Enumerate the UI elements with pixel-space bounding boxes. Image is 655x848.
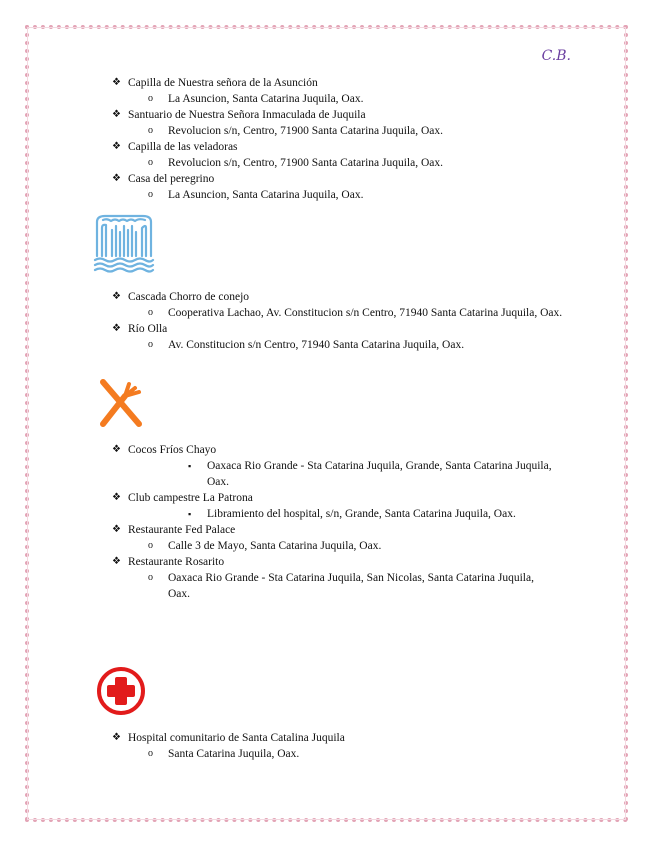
list-item xyxy=(112,554,562,570)
place-address: La Asuncion, Santa Catarina Juquila, Oax. xyxy=(168,189,364,201)
place-address: Libramiento del hospital, s/n, Grande, Santa Catarina Juquila, Oax. xyxy=(207,508,516,520)
diamond-bullet-icon: ❖ xyxy=(112,492,121,503)
list-item xyxy=(112,522,562,538)
sub-item xyxy=(112,506,562,522)
sub-item xyxy=(112,458,562,490)
diamond-bullet-icon: ❖ xyxy=(112,291,121,302)
list-item xyxy=(112,171,443,187)
place-address: Santa Catarina Juquila, Oax. xyxy=(168,748,300,760)
place-name: Capilla de las veladoras xyxy=(128,141,238,153)
nature-list xyxy=(112,289,562,353)
place-name: Capilla de Nuestra señora de la Asunción xyxy=(128,77,318,89)
diamond-bullet-icon: ❖ xyxy=(112,323,121,334)
place-address: Cooperativa Lachao, Av. Constitucion s/n Centro, 71940 Santa Catarina Juquila, Oax. xyxy=(168,307,563,319)
diamond-bullet-icon: ❖ xyxy=(112,109,121,120)
place-name: Santuario de Nuestra Señora Inmaculada de Juquila xyxy=(128,109,366,121)
list-item xyxy=(112,321,562,337)
sub-item xyxy=(112,570,562,602)
place-name: Restaurante Fed Palace xyxy=(128,524,236,536)
place-name: Hospital comunitario de Santa Catalina Juquila xyxy=(128,732,345,744)
square-bullet-icon: ▪ xyxy=(188,461,192,471)
list-item xyxy=(112,490,562,506)
place-address: La Asuncion, Santa Catarina Juquila, Oax. xyxy=(168,93,364,105)
place-address: Revolucion s/n, Centro, 71900 Santa Catarina Juquila, Oax. xyxy=(168,157,443,169)
sub-item xyxy=(112,305,562,321)
waterfall-icon xyxy=(93,212,155,274)
diamond-bullet-icon: ❖ xyxy=(112,556,121,567)
sub-item xyxy=(112,155,443,171)
diamond-bullet-icon: ❖ xyxy=(112,444,121,455)
sub-item xyxy=(112,91,443,107)
diamond-bullet-icon: ❖ xyxy=(112,77,121,88)
list-item xyxy=(112,139,443,155)
diamond-bullet-icon: ❖ xyxy=(112,141,121,152)
sub-item xyxy=(112,746,345,762)
square-bullet-icon: ▪ xyxy=(188,509,192,519)
list-item xyxy=(112,730,345,746)
circle-bullet-icon: o xyxy=(148,572,153,583)
list-item xyxy=(112,442,562,458)
health-list xyxy=(112,730,345,762)
place-name: Cocos Fríos Chayo xyxy=(128,444,217,456)
circle-bullet-icon: o xyxy=(148,93,153,104)
churches-list xyxy=(112,75,443,203)
circle-bullet-icon: o xyxy=(148,157,153,168)
sub-item xyxy=(112,538,562,554)
diamond-bullet-icon: ❖ xyxy=(112,173,121,184)
red-cross-icon xyxy=(96,666,146,716)
place-name: Restaurante Rosarito xyxy=(128,556,225,568)
restaurants-list xyxy=(112,442,562,602)
sub-item xyxy=(112,337,562,353)
place-address: Oaxaca Rio Grande - Sta Catarina Juquila, San Nicolas, Santa Catarina Juquila, Oax. xyxy=(168,572,534,600)
diamond-bullet-icon: ❖ xyxy=(112,524,121,535)
sub-item xyxy=(112,123,443,139)
circle-bullet-icon: o xyxy=(148,125,153,136)
diamond-bullet-icon: ❖ xyxy=(112,732,121,743)
circle-bullet-icon: o xyxy=(148,339,153,350)
author-initials: C.B. xyxy=(541,48,571,64)
place-name: Río Olla xyxy=(128,323,168,335)
place-name: Casa del peregrino xyxy=(128,173,215,185)
list-item xyxy=(112,107,443,123)
circle-bullet-icon: o xyxy=(148,189,153,200)
place-name: Club campestre La Patrona xyxy=(128,492,253,504)
circle-bullet-icon: o xyxy=(148,540,153,551)
place-address: Revolucion s/n, Centro, 71900 Santa Catarina Juquila, Oax. xyxy=(168,125,443,137)
list-item xyxy=(112,75,443,91)
place-name: Cascada Chorro de conejo xyxy=(128,291,250,303)
place-address: Oaxaca Rio Grande - Sta Catarina Juquila, Grande, Santa Catarina Juquila, Oax. xyxy=(207,460,552,488)
sub-item xyxy=(112,187,443,203)
fork-knife-icon xyxy=(95,378,147,430)
circle-bullet-icon: o xyxy=(148,748,153,759)
circle-bullet-icon: o xyxy=(148,307,153,318)
place-address: Av. Constitucion s/n Centro, 71940 Santa Catarina Juquila, Oax. xyxy=(168,339,465,351)
place-address: Calle 3 de Mayo, Santa Catarina Juquila, Oax. xyxy=(168,540,382,552)
list-item xyxy=(112,289,562,305)
